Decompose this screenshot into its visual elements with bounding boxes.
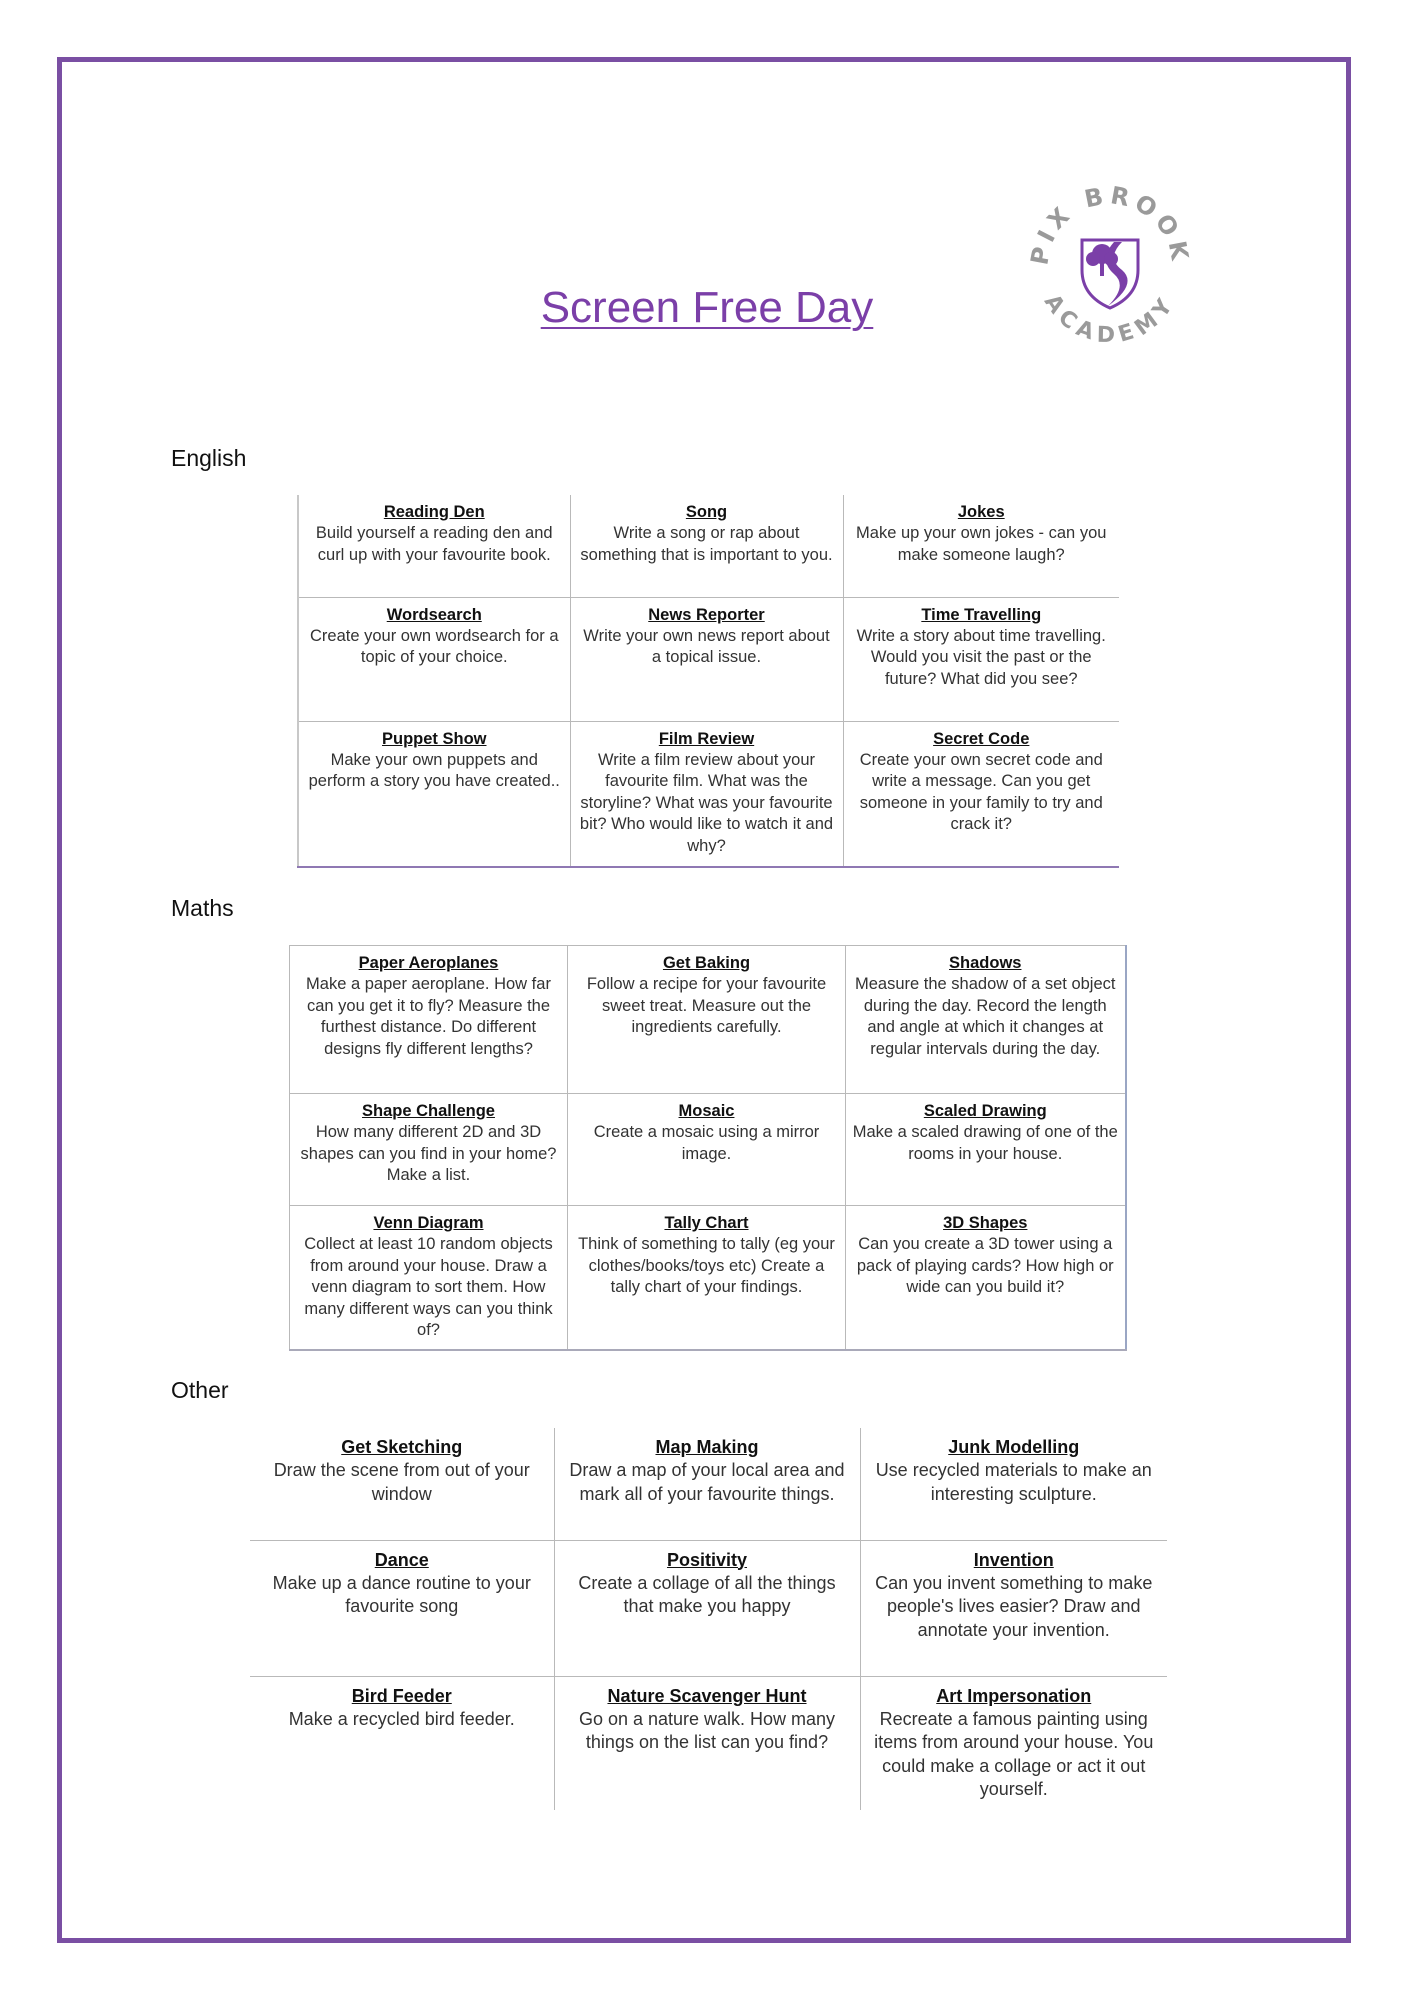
activity-description: Create your own wordsearch for a topic of your choice. bbox=[309, 626, 559, 667]
activity-heading: Time Travelling bbox=[921, 605, 1042, 624]
table-row bbox=[250, 1428, 1167, 1540]
other-activities-table bbox=[250, 1428, 1167, 1810]
activity-description: Make a paper aeroplane. How far can you get it to fly? Measure the furthest distance. Do different designs fly different lengths? bbox=[306, 975, 551, 1058]
activity-description: Build yourself a reading den and curl up with your favourite book. bbox=[315, 524, 553, 564]
page-title: Screen Free Day bbox=[540, 283, 874, 332]
activity-heading: Art Impersonation bbox=[936, 1685, 1092, 1706]
table-row bbox=[290, 1206, 1126, 1350]
section-label-other: Other bbox=[171, 1377, 229, 1403]
activity-cell bbox=[250, 1428, 554, 1540]
activity-heading: Secret Code bbox=[933, 729, 1030, 748]
activity-cell bbox=[298, 721, 570, 867]
activity-heading: Shadows bbox=[949, 954, 1022, 972]
activity-heading: Dance bbox=[374, 1549, 429, 1570]
activity-description: Recreate a famous painting using items from around your house. You could make a collage or act it out yourself. bbox=[874, 1708, 1154, 1800]
activity-description: Measure the shadow of a set object during the day. Record the length and angle at which it changes at regular intervals during the day. bbox=[855, 975, 1116, 1058]
activity-cell bbox=[843, 721, 1119, 867]
activity-heading: Junk Modelling bbox=[948, 1437, 1080, 1457]
logo-text-bottom: ACADEMY bbox=[1038, 290, 1182, 349]
activity-heading: Paper Aeroplanes bbox=[358, 954, 499, 972]
activity-description: Write a song or rap about something that is important to you. bbox=[580, 524, 833, 564]
activity-cell bbox=[554, 1428, 860, 1540]
activity-description: Make a recycled bird feeder. bbox=[288, 1708, 515, 1729]
table-row bbox=[250, 1676, 1167, 1810]
activity-cell bbox=[570, 597, 843, 721]
activity-description: Write a film review about your favourite film. What was the storyline? What was your favourite bit? Who would like to watch it and why? bbox=[579, 750, 834, 855]
activity-description: Write your own news report about a topical issue. bbox=[583, 626, 830, 667]
activity-description: Make your own puppets and perform a story you have created.. bbox=[308, 750, 560, 791]
activity-cell bbox=[298, 495, 570, 597]
activity-description: Write a story about time travelling. Would you visit the past or the future? What did you see? bbox=[856, 626, 1106, 688]
activity-cell bbox=[846, 1206, 1126, 1350]
activity-heading: Nature Scavenger Hunt bbox=[607, 1685, 807, 1706]
activity-description: Collect at least 10 random objects from around your house. Draw a venn diagram to sort them. How many different ways can you think of? bbox=[304, 1235, 553, 1340]
activity-heading: Invention bbox=[973, 1549, 1054, 1570]
table-row bbox=[290, 946, 1126, 1094]
activity-heading: Puppet Show bbox=[382, 729, 487, 748]
table-row bbox=[298, 721, 1119, 867]
activity-cell bbox=[570, 495, 843, 597]
activity-cell bbox=[568, 1206, 846, 1350]
activity-description: Make up your own jokes - can you make someone laugh? bbox=[856, 524, 1107, 564]
logo-text-top: PIX BROOK bbox=[1025, 181, 1195, 268]
activity-heading: Positivity bbox=[666, 1549, 748, 1570]
activity-cell bbox=[568, 1094, 846, 1206]
activity-heading: 3D Shapes bbox=[943, 1214, 1028, 1232]
activity-heading: Get Sketching bbox=[341, 1437, 463, 1457]
activity-cell bbox=[290, 946, 568, 1094]
activity-description: Draw the scene from out of your window bbox=[273, 1460, 530, 1504]
activity-heading: Shape Challenge bbox=[362, 1102, 495, 1120]
activity-heading: Mosaic bbox=[678, 1102, 735, 1120]
activity-description: Go on a nature walk. How many things on the list can you find? bbox=[578, 1708, 836, 1753]
activity-heading: Venn Diagram bbox=[373, 1214, 484, 1232]
english-activities-table bbox=[297, 495, 1119, 868]
activity-description: Follow a recipe for your favourite sweet treat. Measure out the ingredients carefully. bbox=[586, 975, 827, 1037]
activity-description: Think of something to tally (eg your clothes/books/toys etc) Create a tally chart of your findings. bbox=[578, 1235, 835, 1297]
activity-description: How many different 2D and 3D shapes can you find in your home? Make a list. bbox=[300, 1123, 557, 1185]
activity-heading: Wordsearch bbox=[386, 605, 482, 624]
activity-heading: News Reporter bbox=[648, 605, 765, 624]
activity-description: Draw a map of your local area and mark all of your favourite things. bbox=[569, 1460, 845, 1504]
activity-cell bbox=[860, 1676, 1167, 1810]
activity-cell bbox=[290, 1094, 568, 1206]
activity-cell bbox=[554, 1540, 860, 1676]
maths-activities-table bbox=[289, 945, 1127, 1351]
activity-heading: Reading Den bbox=[383, 503, 485, 521]
activity-cell bbox=[568, 946, 846, 1094]
activity-heading: Bird Feeder bbox=[351, 1685, 452, 1706]
activity-cell bbox=[298, 597, 570, 721]
activity-description: Make up a dance routine to your favourite song bbox=[272, 1572, 531, 1617]
activity-cell bbox=[860, 1428, 1167, 1540]
activity-cell bbox=[843, 597, 1119, 721]
activity-heading: Jokes bbox=[957, 503, 1005, 521]
activity-description: Create a mosaic using a mirror image. bbox=[593, 1123, 820, 1163]
activity-cell bbox=[554, 1676, 860, 1810]
table-row bbox=[298, 597, 1119, 721]
section-label-english: English bbox=[171, 445, 247, 471]
activity-cell bbox=[250, 1540, 554, 1676]
activity-heading: Tally Chart bbox=[664, 1214, 749, 1232]
activity-cell bbox=[846, 1094, 1126, 1206]
activity-heading: Song bbox=[685, 503, 728, 521]
activity-cell bbox=[860, 1540, 1167, 1676]
activity-cell bbox=[846, 946, 1126, 1094]
activity-cell bbox=[843, 495, 1119, 597]
activity-description: Create your own secret code and write a message. Can you get someone in your family to try and crack it? bbox=[859, 750, 1103, 834]
activity-description: Create a collage of all the things that make you happy bbox=[578, 1572, 836, 1617]
activity-description: Can you invent something to make people's lives easier? Draw and annotate your invention. bbox=[875, 1572, 1153, 1640]
activity-cell bbox=[290, 1206, 568, 1350]
section-label-maths: Maths bbox=[171, 895, 234, 921]
activity-heading: Scaled Drawing bbox=[923, 1102, 1047, 1120]
activity-description: Can you create a 3D tower using a pack of playing cards? How high or wide can you build it? bbox=[856, 1235, 1114, 1297]
activity-heading: Map Making bbox=[655, 1437, 759, 1457]
table-row bbox=[250, 1540, 1167, 1676]
activity-heading: Get Baking bbox=[662, 954, 751, 972]
table-row bbox=[290, 1094, 1126, 1206]
activity-cell bbox=[250, 1676, 554, 1810]
activity-description: Make a scaled drawing of one of the rooms in your house. bbox=[852, 1123, 1118, 1163]
activity-heading: Film Review bbox=[658, 729, 755, 748]
activity-cell bbox=[570, 721, 843, 867]
table-row bbox=[298, 495, 1119, 597]
activity-description: Use recycled materials to make an interesting sculpture. bbox=[875, 1460, 1152, 1504]
